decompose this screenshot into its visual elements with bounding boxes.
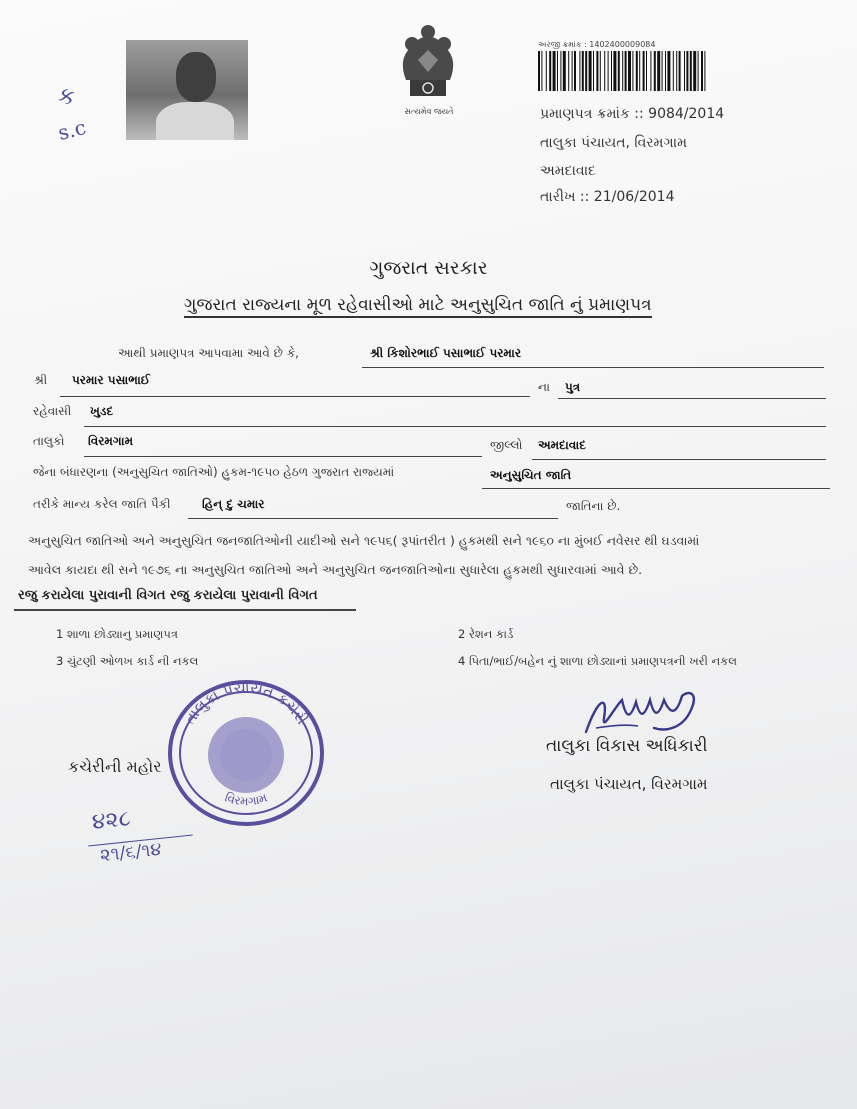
barcode-bar [546, 51, 547, 91]
barcode-bar [704, 51, 705, 91]
certificate-number: પ્રમાણપત્ર ક્રમાંક :: 9084/2014 [540, 106, 725, 122]
applicant-name: શ્રી કિશોરભાઈ પસાભાઈ પરમાર [370, 346, 522, 360]
barcode-bar [701, 51, 703, 91]
taluka-value: વિરમગામ [88, 434, 134, 448]
barcode-bar [611, 51, 612, 91]
barcode-bar [654, 51, 656, 91]
evidence-heading: રજુ કરાયેલા પુરાવાની વિગત રજુ કરાયેલા પુરાવાની વિગત [18, 588, 318, 603]
taluka-underline [84, 456, 482, 457]
barcode-bar [636, 51, 638, 91]
seal-bottom-text: વિરમગામ [223, 790, 269, 809]
barcode-bar [679, 51, 681, 91]
barcode-bar [572, 51, 573, 91]
barcode-bar [608, 51, 609, 91]
handwritten-number: ૪૨૮ [90, 806, 132, 835]
handwritten-date: ૨૧/૬/૧૪ [99, 838, 163, 867]
evidence-item: 2 રેશન કાર્ડ [458, 627, 514, 641]
evidence-item: 1 શાળા છોડ્યાનુ પ્રમાણપત્ર [56, 627, 178, 641]
barcode-bar [574, 51, 576, 91]
father-underline [60, 396, 530, 397]
barcode-bar [676, 51, 677, 91]
applicant-photo [126, 40, 248, 140]
barcode-bar [646, 51, 647, 91]
barcode-bar [613, 51, 616, 91]
barcode-bar [665, 51, 666, 91]
certificate-title: ગુજરાત રાજ્યના મૂળ રહેવાસીઓ માટે અનુસુચિત જાતિ નું પ્રમાણપત્ર [184, 295, 652, 318]
village-underline [84, 426, 826, 427]
barcode-bar [673, 51, 674, 91]
relation-underline [558, 398, 826, 399]
barcode-bar [662, 51, 663, 91]
name-underline [362, 367, 824, 368]
barcode-bar [628, 51, 631, 91]
photo-body [156, 102, 234, 140]
evidence-item: 4 પિતા/ભાઈ/બહેન નું શાળા છોડ્યાનાં પ્રમાણપત્રની ખરી નકલ [458, 654, 737, 668]
caste-underline [188, 518, 558, 519]
legal-paragraph-line1: અનુસુચિત જાતિઓ અને અનુસુચિત જનજાતિઓની યાદીઓ સને ૧૯૫૬( રૂપાંતરીત ) હુકમથી સને ૧૯૬૦ ના મુંબઈ નવેસર થી ઘડવામાં [28, 533, 700, 548]
village: ખુડદ [90, 404, 114, 418]
barcode-bar [553, 51, 556, 91]
margin-note-1: ક [58, 82, 75, 110]
barcode-bar [667, 51, 670, 91]
barcode-bar [549, 51, 551, 91]
barcode-bar [568, 51, 569, 91]
office-stamp-label: કચેરીની મહોર [68, 757, 162, 776]
barcode-bar [684, 51, 685, 91]
emblem-caption: સત્યમેવ જયતે [404, 107, 454, 116]
barcode-bar [639, 51, 640, 91]
barcode-number: અરજી ક્રમાંક : 1402400009084 [538, 40, 656, 49]
father-name: પરમાર પસાભાઈ [72, 373, 151, 387]
evidence-underline [14, 609, 356, 611]
relation: પુત્ર [565, 380, 581, 394]
barcode-bar [618, 51, 620, 91]
barcode-bar [596, 51, 598, 91]
evidence-item: 3 ચુંટણી ઓળખ કાર્ડ ની નકલ [56, 654, 199, 668]
photo-head [176, 52, 216, 102]
issue-date: તારીખ :: 21/06/2014 [540, 189, 675, 205]
header-office: તાલુકા પંચાયત, વિરમગામ [540, 135, 687, 151]
legal-paragraph-line2: આવેલ કાયદા થી સને ૧૯૭૬ ના અનુસુચિત જાતિઓ અને અનુસુચિત જનજાતિઓના સુધારેલા હુકમથી સુધારવામાં આવે છે. [28, 562, 643, 577]
barcode-bar [560, 51, 561, 91]
barcode-bar [582, 51, 584, 91]
barcode-bar [589, 51, 592, 91]
shri-label: શ્રી [34, 373, 48, 387]
barcode-bar [538, 51, 540, 91]
caste-value: હિન્ દુ ચમાર [202, 497, 265, 511]
barcode-bar [563, 51, 566, 91]
category-underline [482, 488, 830, 489]
barcode-bar [593, 51, 594, 91]
barcode-bar [600, 51, 601, 91]
barcode-bar [686, 51, 688, 91]
barcode-bar [698, 51, 699, 91]
signatory-office: તાલુકા પંચાયત, વિરમગામ [550, 775, 708, 793]
barcode-bar [625, 51, 627, 91]
barcode-bar [643, 51, 645, 91]
barcode-bar [622, 51, 623, 91]
caste-suffix: જાતિના છે. [566, 499, 621, 513]
barcode-bar [604, 51, 605, 91]
header-district: અમદાવાદ [540, 163, 596, 179]
barcode-bar [690, 51, 692, 91]
order-label: જેના બંધારણના (અનુસુચિત જાતિઓ) હુકમ-૧૯૫૦ હેઠળ ગુજરાત રાજ્યમાં [33, 465, 395, 479]
barcode-bar [557, 51, 558, 91]
category-value: અનુસુચિત જાતિ [490, 468, 572, 482]
barcode-bar [650, 51, 651, 91]
district-value: અમદાવાદ [538, 438, 586, 452]
recognized-label: તરીકે માન્ય કરેલ જાતિ પૈકી [33, 497, 171, 511]
na-label: ના [538, 380, 550, 394]
signatory-title: તાલુકા વિકાસ અધિકારી [546, 736, 708, 756]
district-underline [532, 459, 826, 460]
signature-icon [578, 688, 708, 740]
office-seal-icon [156, 678, 336, 828]
barcode-bar [579, 51, 580, 91]
barcode-bar [657, 51, 660, 91]
district-label: જીલ્લો [490, 438, 523, 452]
barcode-bar [585, 51, 587, 91]
resident-label: રહેવાસી [33, 404, 72, 418]
barcode-bar [693, 51, 696, 91]
seal-text: તાલુકા પંચાયત કચેરી [180, 678, 312, 728]
barcode-bar [541, 51, 542, 91]
barcode-icon [538, 51, 710, 91]
barcode-bar [632, 51, 633, 91]
national-emblem-icon [388, 20, 468, 106]
intro-label: આથી પ્રમાણપત્ર આપવામા આવે છે કે, [118, 346, 299, 360]
taluka-label: તાલુકો [33, 434, 65, 448]
margin-note-2: s.c [55, 114, 89, 146]
government-title: ગુજરાત સરકાર [369, 257, 488, 279]
